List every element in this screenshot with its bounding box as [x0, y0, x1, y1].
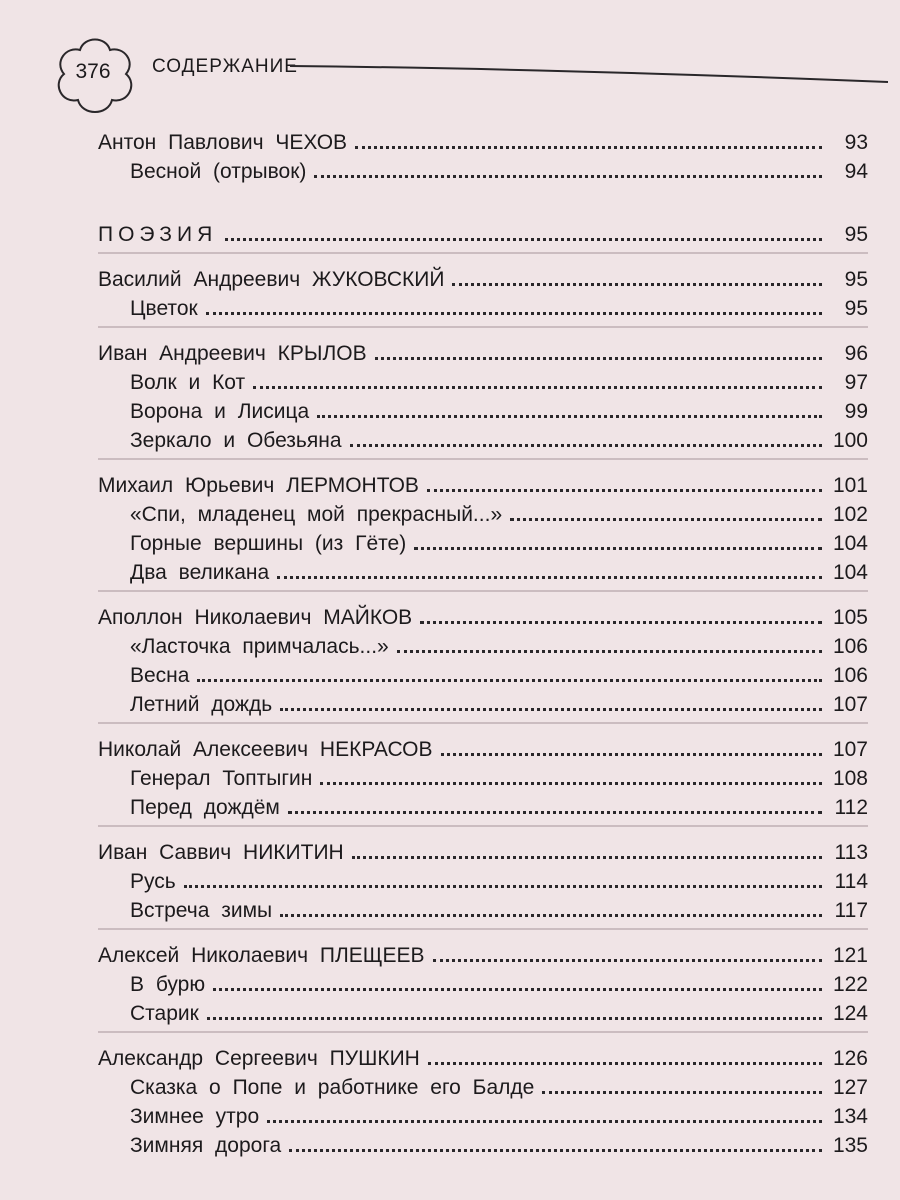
page-ref: 95: [844, 297, 868, 320]
toc-work-row: [98, 657, 868, 686]
dot-leader: [397, 628, 822, 653]
header-rule: [290, 58, 890, 88]
work-title: Русь: [130, 870, 176, 893]
dot-leader: [350, 422, 823, 447]
toc-work-row: [98, 554, 868, 583]
work-title: Ворона и Лисица: [130, 400, 310, 423]
author-name: Иван Саввич НИКИТИН: [98, 841, 344, 864]
dot-leader: [280, 686, 822, 711]
divider: [98, 1031, 868, 1033]
toc-work-row: [98, 290, 868, 319]
author-name: Михаил Юрьевич ЛЕРМОНТОВ: [98, 474, 419, 497]
toc-work-row: [98, 628, 868, 657]
page-ref: 117: [834, 899, 868, 922]
toc-work-row: [98, 966, 868, 995]
dot-leader: [206, 290, 822, 315]
work-title: «Спи, младенец мой прекрасный...»: [130, 503, 503, 526]
dot-leader: [253, 364, 822, 389]
section-title: ПОЭЗИЯ: [98, 223, 218, 246]
dot-leader: [267, 1098, 822, 1123]
work-title: Генерал Топтыгин: [130, 767, 313, 790]
toc-author-row: [98, 1040, 868, 1069]
dot-leader: [542, 1069, 822, 1094]
toc-author-row: [98, 261, 868, 290]
toc-author-row: [98, 124, 868, 153]
toc-work-row: [98, 393, 868, 422]
dot-leader: [375, 335, 822, 360]
page-ref: 135: [832, 1134, 868, 1157]
author-name: Антон Павлович ЧЕХОВ: [98, 131, 348, 154]
dot-leader: [352, 834, 822, 859]
author-name: Иван Андреевич КРЫЛОВ: [98, 342, 367, 365]
page-ref: 99: [844, 400, 868, 423]
toc-work-row: [98, 760, 868, 789]
dot-leader: [277, 554, 822, 579]
work-title: Зеркало и Обезьяна: [130, 429, 342, 452]
dot-leader: [355, 124, 822, 149]
page-ref: 95: [844, 268, 868, 291]
page-ref: 100: [832, 429, 868, 452]
dot-leader: [428, 1040, 822, 1065]
toc-work-row: [98, 153, 868, 182]
page-ref: 113: [834, 841, 868, 864]
author-name: Аполлон Николаевич МАЙКОВ: [98, 606, 413, 629]
page-ref: 94: [844, 160, 868, 183]
page-ref: 121: [832, 944, 868, 967]
work-title: Перед дождём: [130, 796, 280, 819]
dot-leader: [289, 1127, 822, 1152]
work-title: Сказка о Попе и работнике его Балде: [130, 1076, 535, 1099]
toc-work-row: [98, 364, 868, 393]
page-header: [0, 0, 900, 110]
work-title: Волк и Кот: [130, 371, 246, 394]
page-ref: 126: [832, 1047, 868, 1070]
divider: [98, 458, 868, 460]
page-ref: 101: [832, 474, 868, 497]
toc-work-row: [98, 995, 868, 1024]
page-ref: 96: [844, 342, 868, 365]
page-number: 376: [75, 60, 111, 83]
toc-author-row: [98, 467, 868, 496]
page-ref: 112: [834, 796, 868, 819]
work-title: Цветок: [130, 297, 198, 320]
toc-author-row: [98, 335, 868, 364]
dot-leader: [197, 657, 822, 682]
divider: [98, 825, 868, 827]
page-ref: 102: [832, 503, 868, 526]
page-ref: 107: [832, 693, 868, 716]
work-title: Два великана: [130, 561, 270, 584]
page-ref: 124: [832, 1002, 868, 1025]
page-ref: 134: [832, 1105, 868, 1128]
author-name: Василий Андреевич ЖУКОВСКИЙ: [98, 268, 445, 291]
work-title: Горные вершины (из Гёте): [130, 532, 407, 555]
toc-author-row: [98, 937, 868, 966]
page-ref: 95: [844, 223, 868, 246]
dot-leader: [320, 760, 822, 785]
section-label: СОДЕРЖАНИЕ: [152, 56, 298, 77]
work-title: Весна: [130, 664, 190, 687]
dot-leader: [317, 393, 822, 418]
dot-leader: [510, 496, 822, 521]
work-title: Летний дождь: [130, 693, 273, 716]
toc-work-row: [98, 422, 868, 451]
dot-leader: [427, 467, 822, 492]
table-of-contents: [98, 124, 868, 1156]
work-title: В бурю: [130, 973, 206, 996]
toc-work-row: [98, 1069, 868, 1098]
divider: [98, 590, 868, 592]
dot-leader: [288, 789, 822, 814]
toc-section-row: [98, 216, 868, 245]
toc-work-row: [98, 863, 868, 892]
dot-leader: [213, 966, 822, 991]
work-title: Встреча зимы: [130, 899, 273, 922]
page-ref: 104: [832, 561, 868, 584]
author-name: Александр Сергеевич ПУШКИН: [98, 1047, 420, 1070]
toc-author-row: [98, 834, 868, 863]
work-title: Зимняя дорога: [130, 1134, 282, 1157]
page-ref: 104: [832, 532, 868, 555]
toc-work-row: [98, 789, 868, 818]
page-ref: 127: [832, 1076, 868, 1099]
divider: [98, 722, 868, 724]
dot-leader: [441, 731, 822, 756]
page-ref: 108: [832, 767, 868, 790]
page-ref: 114: [834, 870, 868, 893]
toc-author-row: [98, 731, 868, 760]
toc-work-row: [98, 686, 868, 715]
author-name: Алексей Николаевич ПЛЕЩЕЕВ: [98, 944, 425, 967]
toc-work-row: [98, 1098, 868, 1127]
work-title: Весной (отрывок): [130, 160, 307, 183]
dot-leader: [452, 261, 822, 286]
dot-leader: [414, 525, 822, 550]
work-title: Зимнее утро: [130, 1105, 260, 1128]
dot-leader: [207, 995, 822, 1020]
page-ref: 93: [844, 131, 868, 154]
divider: [98, 252, 868, 254]
work-title: Старик: [130, 1002, 199, 1025]
toc-work-row: [98, 892, 868, 921]
dot-leader: [433, 937, 822, 962]
toc-work-row: [98, 496, 868, 525]
page-ref: 105: [832, 606, 868, 629]
dot-leader: [280, 892, 822, 917]
author-name: Николай Алексеевич НЕКРАСОВ: [98, 738, 433, 761]
dot-leader: [314, 153, 822, 178]
page-ref: 106: [832, 664, 868, 687]
page-ref: 107: [832, 738, 868, 761]
dot-leader: [225, 216, 822, 241]
divider: [98, 928, 868, 930]
divider: [98, 326, 868, 328]
dot-leader: [184, 863, 822, 888]
toc-work-row: [98, 1127, 868, 1156]
dot-leader: [420, 599, 822, 624]
page-ref: 122: [832, 973, 868, 996]
toc-work-row: [98, 525, 868, 554]
page-ref: 97: [844, 371, 868, 394]
work-title: «Ласточка примчалась...»: [130, 635, 389, 658]
page-ref: 106: [832, 635, 868, 658]
toc-author-row: [98, 599, 868, 628]
